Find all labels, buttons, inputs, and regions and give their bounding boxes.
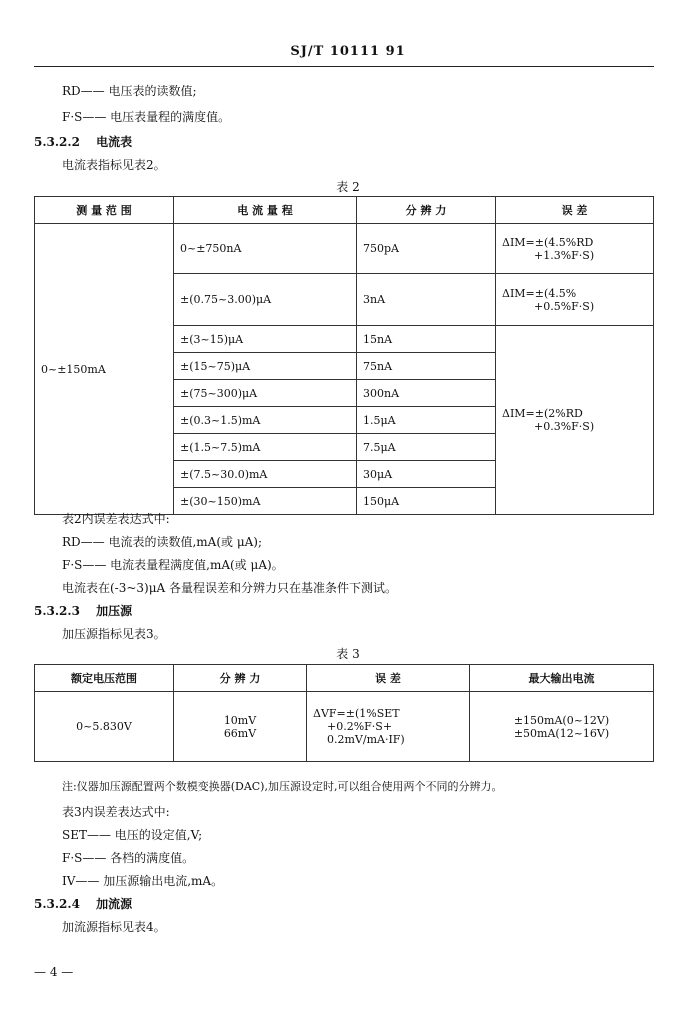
err-line: +0.3%F·S) <box>534 420 595 433</box>
section-number: 5.3.2.3 <box>34 604 80 618</box>
table3-footnote: 注:仪器加压源配置两个数模变换器(DAC),加压源设定时,可以组合使用两个不同的分辨力。 <box>62 780 503 793</box>
err-line: ΔIM=±(4.5%RD <box>502 235 594 249</box>
col-header: 额定电压范围 <box>35 665 174 692</box>
table3-notes-set: SET—— 电压的设定值,V; <box>62 828 203 842</box>
section-heading-current-source <box>34 895 132 912</box>
rd-definition: RD—— 电压表的读数值; <box>62 84 197 98</box>
measure-range-cell: 0~±150mA <box>35 224 174 515</box>
res-line: 10mV <box>223 713 257 727</box>
res-cell: 3nA <box>357 274 496 326</box>
err-line: +0.5%F·S) <box>534 299 595 313</box>
col-header: 误 差 <box>307 665 470 692</box>
err-line: ΔIM=±(2%RD <box>502 407 583 420</box>
section-lead: 电流表指标见表2。 <box>62 158 166 172</box>
table3-notes-intro: 表3内误差表达式中: <box>62 805 170 819</box>
section-number: 5.3.2.2 <box>34 135 80 149</box>
range-cell: 0~5.830V <box>35 692 174 762</box>
merged-err-cell <box>496 326 654 515</box>
table2-notes-fs: F·S—— 电流表量程满度值,mA(或 μA)。 <box>62 558 284 572</box>
res-cell <box>174 692 307 762</box>
section-title: 电流表 <box>96 135 133 149</box>
section-heading-current <box>34 133 132 150</box>
table2-notes-rd: RD—— 电流表的读数值,mA(或 μA); <box>62 535 263 549</box>
col-header: 分 辨 力 <box>357 197 496 224</box>
range-cell: ±(30~150)mA <box>174 488 357 515</box>
col-header: 误 差 <box>496 197 654 224</box>
err-line: ΔVF=±(1%SET <box>313 707 400 720</box>
table3-notes-fs: F·S—— 各档的满度值。 <box>62 851 195 865</box>
res-cell: 300nA <box>357 380 496 407</box>
range-cell: ±(7.5~30.0)mA <box>174 461 357 488</box>
err-line: +1.3%F·S) <box>534 248 595 262</box>
res-cell: 15nA <box>357 326 496 353</box>
section-number: 5.3.2.4 <box>34 897 80 911</box>
res-line: 66mV <box>223 726 257 740</box>
err-line: ΔIM=±(4.5% <box>502 286 577 300</box>
table3-notes-iv: IV—— 加压源输出电流,mA。 <box>62 874 224 888</box>
range-cell: ±(15~75)μA <box>174 353 357 380</box>
err-cell <box>307 692 470 762</box>
err-cell <box>496 274 654 326</box>
range-cell: 0~±750nA <box>174 224 357 274</box>
range-cell: ±(0.75~3.00)μA <box>174 274 357 326</box>
section-title: 加压源 <box>96 604 133 618</box>
err-line: +0.2%F·S+ <box>327 720 393 733</box>
current-cell <box>470 692 654 762</box>
res-cell: 150μA <box>357 488 496 515</box>
res-cell: 30μA <box>357 461 496 488</box>
range-cell: ±(75~300)μA <box>174 380 357 407</box>
range-cell: ±(3~15)μA <box>174 326 357 353</box>
current-line: ±150mA(0~12V) <box>513 713 610 727</box>
col-header: 分 辨 力 <box>174 665 307 692</box>
table-2 <box>34 196 654 515</box>
col-header: 最大输出电流 <box>470 665 654 692</box>
table2-caption: 表 2 <box>336 180 360 194</box>
res-cell: 75nA <box>357 353 496 380</box>
err-cell <box>496 224 654 274</box>
table2-notes-intro: 表2内误差表达式中: <box>62 512 170 526</box>
fs-definition: F·S—— 电压表量程的满度值。 <box>62 110 231 124</box>
res-cell: 7.5μA <box>357 434 496 461</box>
table2-notes-condition: 电流表在(-3~3)μA 各量程误差和分辨力只在基准条件下测试。 <box>62 581 398 595</box>
col-header: 电 流 量 程 <box>174 197 357 224</box>
section-lead: 加压源指标见表3。 <box>62 627 166 641</box>
res-cell: 750pA <box>357 224 496 274</box>
range-cell: ±(1.5~7.5)mA <box>174 434 357 461</box>
col-header: 测 量 范 围 <box>35 197 174 224</box>
res-cell: 1.5μA <box>357 407 496 434</box>
section-title: 加流源 <box>96 897 133 911</box>
header-rule <box>34 66 654 67</box>
standard-header: SJ/T 10111 91 <box>290 44 406 59</box>
table-3 <box>34 664 654 762</box>
section-heading-voltage-source <box>34 602 132 619</box>
err-line: 0.2mV/mA·IF) <box>327 733 405 746</box>
range-cell: ±(0.3~1.5)mA <box>174 407 357 434</box>
section-lead: 加流源指标见表4。 <box>62 920 166 934</box>
current-line: ±50mA(12~16V) <box>513 726 610 740</box>
page-number: — 4 — <box>34 965 74 979</box>
table3-caption: 表 3 <box>336 647 360 661</box>
